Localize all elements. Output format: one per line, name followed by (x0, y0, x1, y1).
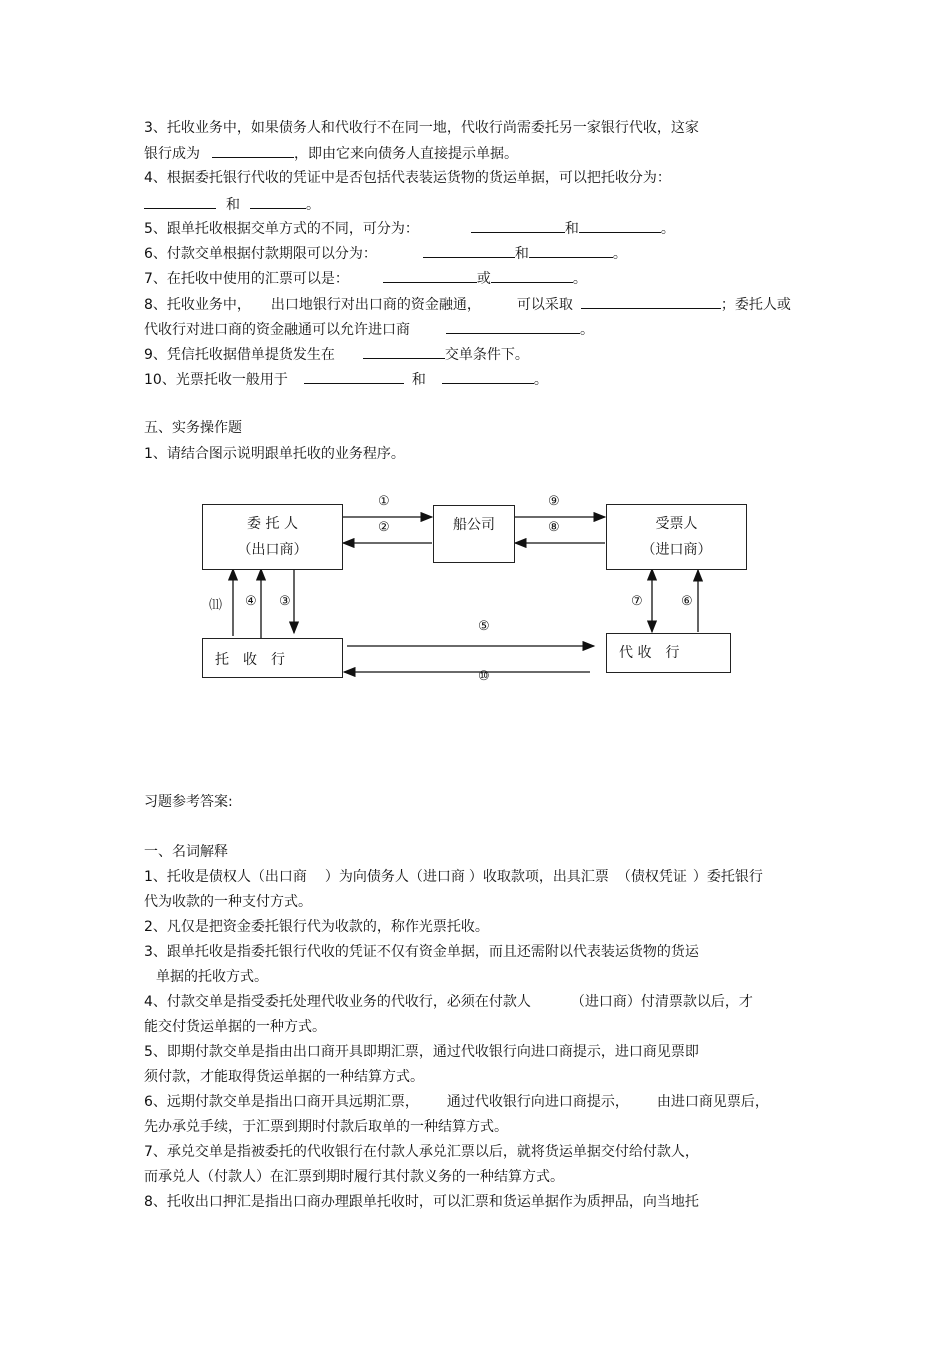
period: 。 (572, 271, 587, 287)
step-11-label: ⑾ (209, 598, 223, 613)
conjunction-he: 和 (411, 372, 426, 388)
answer-4-part-a: 4、付款交单是指受委托处理代收业务的代收行，必须在付款人 (144, 994, 531, 1010)
answer-4-line-1 (144, 992, 753, 1012)
period: 。 (660, 221, 675, 237)
question-8-line-2-text: 代收行对进口商的资金融通可以允许进口商 (144, 322, 410, 338)
question-3-prefix: 银行成为 (144, 146, 200, 162)
conjunction-he: 和 (226, 197, 240, 213)
question-8-part-a: 8、托收业务中， (144, 297, 251, 313)
remitting-bank-label: 托 收 行 (215, 652, 285, 668)
step-5-label: ⑤ (478, 619, 490, 634)
answer-5-line-1: 5、即期付款交单是指由出口商开具即期汇票，通过代收银行向进口商提示，进口商见票即 (144, 1044, 699, 1060)
drawee-role: （进口商） (641, 542, 712, 558)
collecting-bank-label: 代 收 行 (619, 645, 680, 661)
answer-1-line-1 (144, 867, 763, 887)
period: 。 (533, 372, 548, 388)
step-9-label: ⑨ (548, 494, 560, 509)
drawee-box (606, 504, 747, 570)
answer-4-line-2: 能交付货运单据的一种方式。 (144, 1019, 326, 1035)
answer-2: 2、凡仅是把资金委托银行代为收款的，称作光票托收。 (144, 919, 489, 935)
answer-6-part-c: 由进口商见票后， (656, 1094, 769, 1110)
step-1-label: ① (378, 494, 390, 509)
question-8-part-c: 可以采取 (516, 297, 573, 313)
remitting-bank-box (202, 638, 343, 678)
answer-1-line-2: 代为收款的一种支付方式。 (144, 894, 312, 910)
answer-6-part-a: 6、远期付款交单是指出口商开具远期汇票， (144, 1094, 419, 1110)
question-6-text: 6、付款交单根据付款期限可以分为： (144, 246, 377, 262)
question-10-text: 10、光票托收一般用于 (144, 372, 288, 388)
answer-3-line-1: 3、跟单托收是指委托银行代收的凭证不仅有资金单据，而且还需附以代表装运货物的货运 (144, 944, 699, 960)
period: 。 (306, 197, 320, 213)
answer-6-line-2: 先办承兑手续，于汇票到期时付款后取单的一种结算方式。 (144, 1119, 508, 1135)
question-4-line-1: 4、根据委托银行代收的凭证中是否包括代表装运货物的货运单据，可以把托收分为： (144, 170, 671, 186)
step-8-label: ⑧ (548, 520, 560, 535)
answer-1-part-c: ）收取款项，出具汇票 (468, 869, 609, 885)
section-5-title: 五、实务操作题 (144, 420, 242, 436)
question-9-tail: 交单条件下。 (444, 347, 529, 363)
conjunction-or: 或 (476, 271, 491, 287)
answer-6-line-1 (144, 1092, 769, 1112)
answer-1-part-e: ）委托银行 (692, 869, 763, 885)
answer-1-part-a: 1、托收是债权人（出口商 (144, 869, 307, 885)
answer-7-line-2: 而承兑人（付款人）在汇票到期时履行其付款义务的一种结算方式。 (144, 1169, 564, 1185)
answer-1-part-b: ）为向债务人（进口商 (324, 869, 465, 885)
answer-8-line-1: 8、托收出口押汇是指出口商办理跟单托收时，可以汇票和货运单据作为质押品，向当地托 (144, 1194, 699, 1210)
step-7-label: ⑦ (631, 594, 643, 609)
answers-title: 习题参考答案: (144, 794, 233, 810)
question-9-text: 9、凭信托收据借单提货发生在 (144, 347, 335, 363)
period: 。 (580, 322, 594, 338)
conjunction-he: 和 (564, 221, 579, 237)
drawee-name: 受票人 (655, 516, 698, 532)
question-3-suffix: ，即由它来向债务人直接提示单据。 (294, 146, 518, 162)
question-8-part-d: ；委托人或 (720, 297, 791, 313)
answer-7-line-1: 7、承兑交单是指被委托的代收银行在付款人承兑汇票以后，就将货运单据交付给付款人， (144, 1144, 699, 1160)
step-4-label: ④ (245, 594, 257, 609)
shipping-company-box (433, 505, 515, 563)
answers-section-1: 一、名词解释 (144, 844, 228, 860)
answer-5-line-2: 须付款，才能取得货运单据的一种结算方式。 (144, 1069, 424, 1085)
principal-role: （出口商） (237, 542, 308, 558)
step-3-label: ③ (279, 594, 291, 609)
step-6-label: ⑥ (681, 594, 693, 609)
conjunction-he: 和 (514, 246, 529, 262)
question-5-text: 5、跟单托收根据交单方式的不同，可分为： (144, 221, 419, 237)
answer-6-part-b: 通过代收银行向进口商提示， (446, 1094, 629, 1110)
answer-3-line-2: 单据的托收方式。 (156, 969, 268, 985)
section-5-question-1: 1、请结合图示说明跟单托收的业务程序。 (144, 446, 405, 462)
collecting-bank-box (606, 633, 731, 673)
answer-4-part-b: （进口商）付清票款以后，才 (570, 994, 753, 1010)
step-2-label: ② (378, 520, 390, 535)
question-7-text: 7、在托收中使用的汇票可以是： (144, 271, 349, 287)
answer-1-part-d: （债权凭证 (616, 869, 687, 885)
question-8-part-b: 出口地银行对出口商的资金融通， (270, 297, 481, 313)
question-3-line-1: 3、托收业务中，如果债务人和代收行不在同一地，代收行尚需委托另一家银行代收，这家 (144, 120, 699, 136)
period: 。 (612, 246, 627, 262)
principal-name: 委 托 人 (247, 516, 298, 532)
shipping-company-label: 船公司 (453, 517, 495, 533)
step-10-label: ⑩ (478, 669, 490, 684)
principal-box (202, 504, 343, 570)
